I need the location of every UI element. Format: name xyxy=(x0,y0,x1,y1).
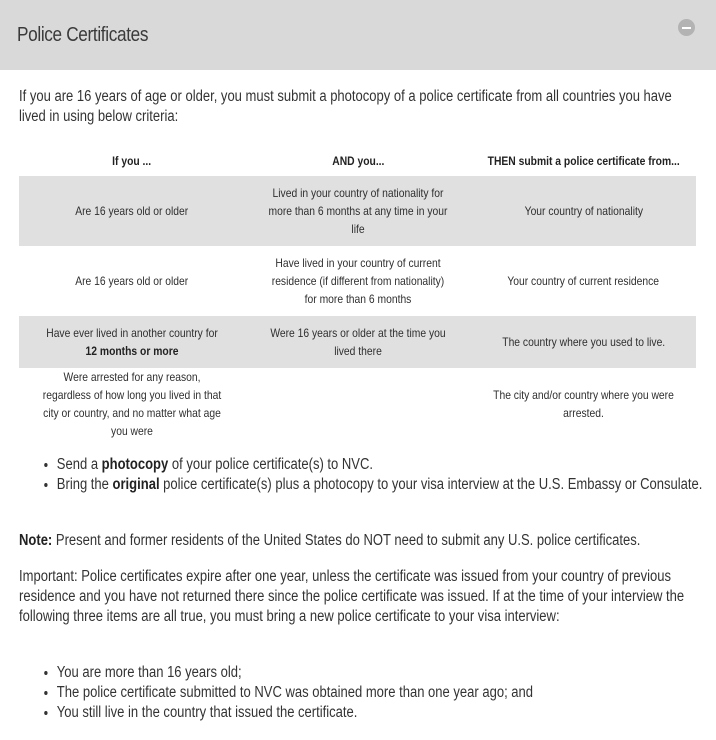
table-row xyxy=(19,368,696,440)
list-item: • The police certificate submitted to NVC was obtained more than one year ago; and xyxy=(57,683,704,703)
table-row xyxy=(19,246,696,316)
intro-paragraph: If you are 16 years of age or older, you must submit a photocopy of a police certificate from all countries you have lived in using below criteria: xyxy=(19,88,672,125)
table-header-row xyxy=(19,146,696,176)
note-paragraph: Note: Present and former residents of the United States do NOT need to submit any U.S. police certificates. xyxy=(19,532,641,549)
police-certificate-criteria-table xyxy=(19,146,696,440)
collapse-minus-icon[interactable] xyxy=(678,19,695,36)
column-header-and: AND you... xyxy=(331,154,385,168)
conditions-bullet-list xyxy=(40,663,704,723)
list-item: • You are more than 16 years old; xyxy=(57,663,704,683)
table-cell-if: Are 16 years old or older xyxy=(19,176,245,246)
table-cell-if: Are 16 years old or older xyxy=(75,274,189,288)
table-cell-if: Were arrested for any reason, regardless of how long you lived in that city or country, and no matter what age you were xyxy=(42,370,222,438)
list-item: • Send a photocopy of your police certificate(s) to NVC. xyxy=(57,455,704,475)
note-label: Note: xyxy=(19,532,53,549)
column-header-if: If you ... xyxy=(112,154,152,168)
list-item: • Bring the original police certificate(s) plus a photocopy to your visa interview at the U.S. Embassy or Consulate. xyxy=(57,475,704,495)
table-cell-then: The city and/or country where you were arrested. xyxy=(493,388,674,420)
column-header-then: THEN submit a police certificate from... xyxy=(487,154,680,168)
table-cell-then: The country where you used to live. xyxy=(471,316,696,368)
table-cell-and: Lived in your country of nationality for more than 6 months at any time in your life xyxy=(245,176,471,246)
table-cell-and: Were 16 years or older at the time you lived there xyxy=(245,316,471,368)
table-row xyxy=(19,316,696,368)
submission-bullet-list xyxy=(40,455,704,495)
table-row xyxy=(19,176,696,246)
section-title: Police Certificates xyxy=(17,24,149,46)
table-cell-if: Have ever lived in another country for 12 months or more xyxy=(19,316,245,368)
table-cell-then: Your country of current residence xyxy=(507,274,660,288)
important-paragraph: Important: Police certificates expire after one year, unless the certificate was issued from your country of previous residence and you have not returned there since the police certificate was issued. If at the time of your interview the following three items are all true, you must bring a new police certificate to your visa interview: xyxy=(19,568,685,625)
table-cell-and xyxy=(245,368,471,440)
table-cell-and: Have lived in your country of current residence (if different from nationality) for more than 6 months xyxy=(271,256,445,306)
list-item: • You still live in the country that issued the certificate. xyxy=(57,703,704,723)
section-header[interactable] xyxy=(0,0,716,70)
table-cell-then: Your country of nationality xyxy=(471,176,696,246)
bold-duration: 12 months or more xyxy=(85,344,179,358)
